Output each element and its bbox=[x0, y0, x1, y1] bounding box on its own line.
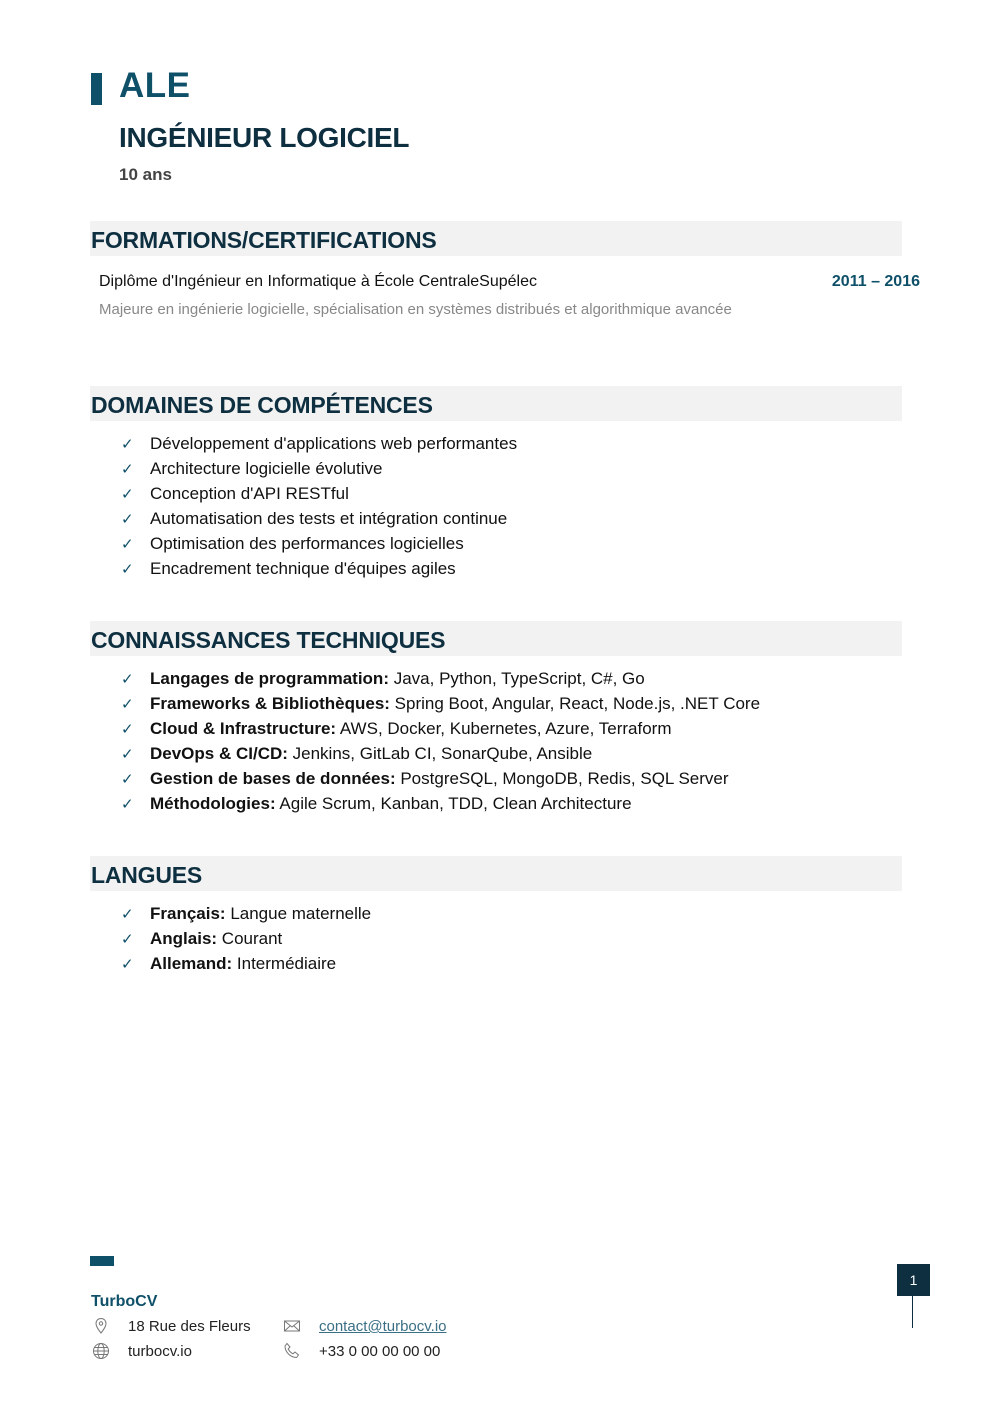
tech-label: Gestion de bases de données: bbox=[150, 769, 396, 788]
name-accent-bar bbox=[91, 73, 102, 105]
check-icon: ✓ bbox=[121, 561, 134, 578]
tech-value: AWS, Docker, Kubernetes, Azure, Terraform bbox=[336, 719, 672, 738]
map-pin-icon bbox=[92, 1317, 110, 1335]
skill-text: Automatisation des tests et intégration continue bbox=[150, 509, 508, 528]
footer-address: 18 Rue des Fleurs bbox=[128, 1318, 251, 1335]
check-icon: ✓ bbox=[121, 721, 134, 738]
language-level: Langue maternelle bbox=[225, 904, 372, 923]
check-icon: ✓ bbox=[121, 746, 134, 763]
list-item bbox=[121, 691, 760, 716]
check-icon: ✓ bbox=[121, 536, 134, 553]
education-description: Majeure en ingénierie logicielle, spécialisation en systèmes distribués et algorithmique avancée bbox=[99, 301, 732, 318]
check-icon: ✓ bbox=[121, 486, 134, 503]
footer-email-link[interactable]: contact@turbocv.io bbox=[319, 1318, 447, 1335]
language-label: Français: bbox=[150, 904, 226, 923]
languages-list bbox=[121, 901, 371, 976]
tech-label: Méthodologies: bbox=[150, 794, 276, 813]
skill-text: Optimisation des performances logicielles bbox=[150, 534, 464, 553]
candidate-name: ALE bbox=[119, 66, 191, 105]
skill-text: Architecture logicielle évolutive bbox=[150, 459, 383, 478]
check-icon: ✓ bbox=[121, 511, 134, 528]
list-item bbox=[121, 456, 517, 481]
check-icon: ✓ bbox=[121, 771, 134, 788]
check-icon: ✓ bbox=[121, 671, 134, 688]
page-number-line bbox=[912, 1296, 913, 1328]
list-item bbox=[121, 926, 371, 951]
check-icon: ✓ bbox=[121, 796, 134, 813]
education-dates: 2011 – 2016 bbox=[831, 273, 920, 290]
list-item bbox=[121, 481, 517, 506]
language-label: Anglais: bbox=[150, 929, 218, 948]
skill-text: Encadrement technique d'équipes agiles bbox=[150, 559, 456, 578]
tech-label: Cloud & Infrastructure: bbox=[150, 719, 337, 738]
section-title: FORMATIONS/CERTIFICATIONS bbox=[91, 227, 437, 253]
experience-years: 10 ans bbox=[119, 165, 172, 184]
section-header-education bbox=[90, 221, 902, 256]
tech-label: Frameworks & Bibliothèques: bbox=[150, 694, 390, 713]
list-item bbox=[121, 556, 517, 581]
section-title: LANGUES bbox=[91, 862, 203, 888]
skill-text: Développement d'applications web performantes bbox=[150, 434, 518, 453]
section-header-languages bbox=[90, 856, 902, 891]
globe-icon bbox=[92, 1342, 110, 1360]
footer-brand: TurboCV bbox=[91, 1293, 158, 1310]
check-icon: ✓ bbox=[121, 956, 134, 973]
section-title: CONNAISSANCES TECHNIQUES bbox=[91, 627, 446, 653]
page-number: 1 bbox=[897, 1264, 930, 1296]
footer-phone: +33 0 00 00 00 00 bbox=[319, 1343, 441, 1360]
list-item bbox=[121, 766, 760, 791]
check-icon: ✓ bbox=[121, 436, 134, 453]
list-item bbox=[121, 531, 517, 556]
tech-label: DevOps & CI/CD: bbox=[150, 744, 288, 763]
section-title: DOMAINES DE COMPÉTENCES bbox=[91, 392, 433, 418]
education-title: Diplôme d'Ingénieur en Informatique à École CentraleSupélec bbox=[99, 273, 537, 290]
tech-value: PostgreSQL, MongoDB, Redis, SQL Server bbox=[395, 769, 729, 788]
technical-list bbox=[121, 666, 760, 816]
list-item bbox=[121, 716, 760, 741]
tech-value: Spring Boot, Angular, React, Node.js, .NET Core bbox=[389, 694, 761, 713]
list-item bbox=[121, 791, 760, 816]
envelope-icon bbox=[283, 1317, 301, 1335]
tech-value: Java, Python, TypeScript, C#, Go bbox=[388, 669, 645, 688]
job-title: INGÉNIEUR LOGICIEL bbox=[119, 122, 410, 153]
section-header-technical bbox=[90, 621, 902, 656]
list-item bbox=[121, 951, 371, 976]
footer-accent-bar bbox=[90, 1256, 114, 1266]
check-icon: ✓ bbox=[121, 461, 134, 478]
list-item bbox=[121, 901, 371, 926]
section-header-skills bbox=[90, 386, 902, 421]
phone-icon bbox=[283, 1342, 301, 1360]
language-level: Courant bbox=[217, 929, 283, 948]
tech-label: Langages de programmation: bbox=[150, 669, 389, 688]
list-item bbox=[121, 506, 517, 531]
list-item bbox=[121, 431, 517, 456]
check-icon: ✓ bbox=[121, 931, 134, 948]
footer-website[interactable]: turbocv.io bbox=[128, 1343, 192, 1360]
language-level: Intermédiaire bbox=[232, 954, 337, 973]
skill-text: Conception d'API RESTful bbox=[150, 484, 349, 503]
skills-list bbox=[121, 431, 517, 581]
tech-value: Agile Scrum, Kanban, TDD, Clean Architecture bbox=[275, 794, 632, 813]
language-label: Allemand: bbox=[150, 954, 233, 973]
list-item bbox=[121, 666, 760, 691]
tech-value: Jenkins, GitLab CI, SonarQube, Ansible bbox=[287, 744, 593, 763]
list-item bbox=[121, 741, 760, 766]
check-icon: ✓ bbox=[121, 906, 134, 923]
check-icon: ✓ bbox=[121, 696, 134, 713]
